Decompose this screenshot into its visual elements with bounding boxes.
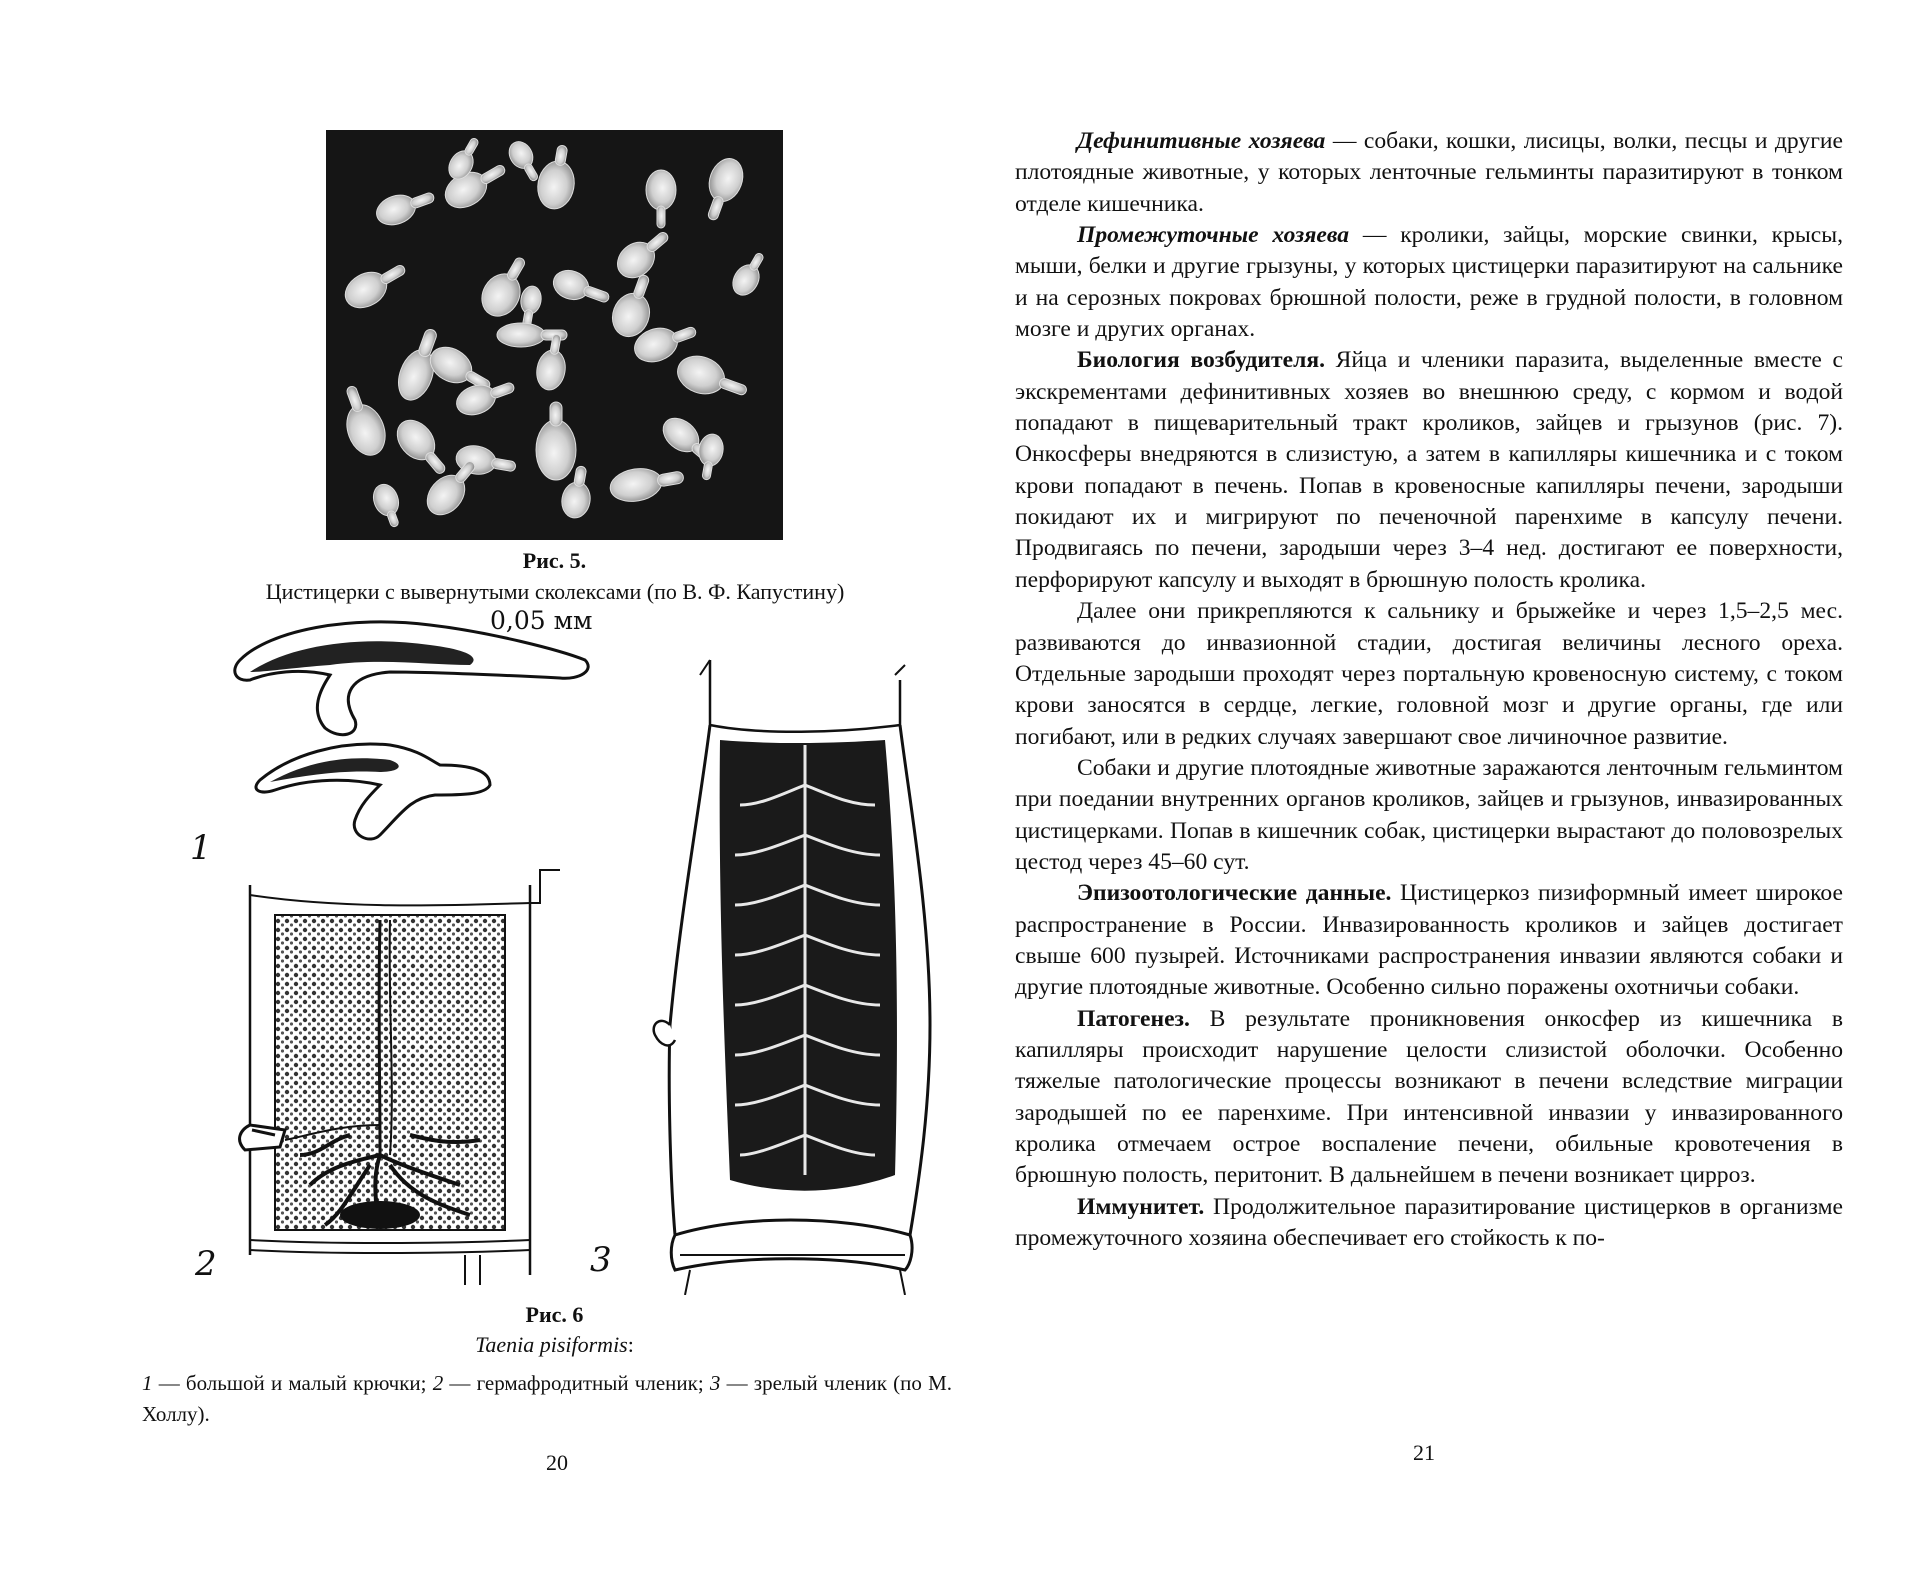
- hermaphrodite-segment-drawing: [230, 855, 560, 1285]
- paragraph-body: Далее они прикрепляются к сальнику и брыжейке и через 1,5–2,5 мес. развиваются до инвазионной стадии, достигая величины лесного ореха. Отдельные зародыши проходят через портальную кровеносную систему, с током крови заносятся в сердце, легкие, головной мозг и другие органы, где или погибают, или в редких случаях завершают свое личиночное развитие.: [1015, 598, 1843, 750]
- paragraph-body: Яйца и членики паразита, выделенные вместе с экскрементами дефинитивных хозяев во внешнюю среду, с кормом и водой попадают в пищеварительный тракт кроликов, зайцев и грызунов (рис. 7). Онкосферы внедряются в слизистую, а затем в капилляры кишечника и с током крови попадают в печень. Попав в кровеносные капилляры печени, зародыши покидают их и мигрируют по печеночной паренхиме в капсулу печени. Продвигаясь по печени, зародыши через 3–4 нед. достигают ее поверхности, перфорируют капсулу и выходят в брюшную полость кролика.: [1015, 347, 1843, 593]
- legend-text-1: — большой и малый крючки;: [152, 1371, 433, 1395]
- paragraph-infection: [1015, 753, 1843, 878]
- paragraph-body: — кролики, зайцы, морские свинки, крысы, мыши, белки и другие грызуны, у которых цистицерки паразитируют на сальнике и на серозных покровах брюшной полости, реже в грудной полости, в головном мозге и других органах.: [1015, 222, 1843, 343]
- paragraph-definitive-hosts: [1015, 126, 1843, 220]
- paragraph-immunity: [1015, 1192, 1843, 1255]
- hooks-drawing: [230, 610, 610, 860]
- paragraph-epizootology: [1015, 878, 1843, 1003]
- figure-6-label-2: 2: [195, 1244, 217, 1284]
- paragraph-body: Продолжительное паразитирование цистицерков в организме промежуточного хозяина обеспечивает его стойкость к по-: [1015, 1193, 1843, 1252]
- paragraph-lead: Патогенез.: [1077, 1005, 1190, 1032]
- species-suffix: :: [627, 1332, 634, 1357]
- legend-text-2: — гермафродитный членик;: [443, 1371, 710, 1395]
- paragraph-lead: Дефинитивные хозяева: [1077, 128, 1326, 154]
- figure-6-label-3: 3: [590, 1240, 612, 1280]
- figure-5-title: Рис. 5.: [522, 548, 587, 573]
- paragraph-lead: Промежуточные хозяева: [1077, 222, 1350, 249]
- legend-number-3: 3: [709, 1371, 721, 1395]
- paragraph-body: — собаки, кошки, лисицы, волки, песцы и другие плотоядные животные, у которых ленточные гельминты паразитируют в тонком отделе кишечника.: [1015, 128, 1843, 217]
- paragraph-intermediate-hosts: [1015, 220, 1843, 345]
- figure-5-caption: Цистицерки с вывернутыми сколексами (по В. Ф. Капустину): [265, 579, 845, 604]
- paragraph-development: [1015, 596, 1843, 753]
- figure-6-title: Рис. 6: [525, 1302, 584, 1327]
- scale-label: 0,05 мм: [490, 606, 593, 635]
- paragraph-pathogenesis: [1015, 1004, 1843, 1192]
- mature-segment-drawing: [640, 655, 940, 1295]
- legend-text-3: — зрелый членик (по М. Холлу).: [142, 1371, 952, 1426]
- paragraph-lead: Эпизоотологические данные.: [1077, 880, 1392, 907]
- legend-number-1: 1: [142, 1371, 153, 1395]
- figure-6-species: [326, 1332, 783, 1358]
- figure-5-photo: [326, 130, 783, 540]
- figure-6-label-1: 1: [190, 828, 212, 868]
- paragraph-body: Собаки и другие плотоядные животные заражаются ленточным гельминтом при поедании внутренних органов кроликов, зайцев и грызунов, инвазированных цистицерками. Попав в кишечник собак, цистицерки вырастают до половозрелых цестод через 45–60 сут.: [1015, 754, 1843, 875]
- paragraph-body: Цистицеркоз пизиформный имеет широкое распространение в России. Инвазированность кроликов и зайцев достигает свыше 600 пузырей. Источниками распространения инвазии являются собаки и другие плотоядные животные. Особенно сильно поражены охотничьи собаки.: [1015, 880, 1843, 1001]
- legend-number-2: 2: [432, 1371, 444, 1395]
- cysticerci-illustration: [326, 130, 783, 540]
- species-name: Taenia pisiformis: [475, 1332, 628, 1357]
- paragraph-biology: [1015, 345, 1843, 596]
- paragraph-lead: Биология возбудителя.: [1077, 347, 1325, 374]
- page-number-right: 21: [1413, 1440, 1435, 1465]
- paragraph-lead: Иммунитет.: [1077, 1193, 1205, 1220]
- figure-6-legend: [142, 1368, 952, 1430]
- page-number-left: 20: [546, 1450, 568, 1475]
- paragraph-body: В результате проникновения онкосфер из кишечника в капилляры происходит нарушение целости слизистой оболочки. Особенно тяжелые патологические процессы возникают в печени вследствие миграции зародышей по ее паренхиме. При интенсивной инвазии у инвазированного кролика отмечаем острое воспаление печени, обильные кровотечения в брюшную полость, перитонит. В дальнейшем в печени возникает цирроз.: [1015, 1005, 1843, 1189]
- right-page-text: [1015, 126, 1843, 1254]
